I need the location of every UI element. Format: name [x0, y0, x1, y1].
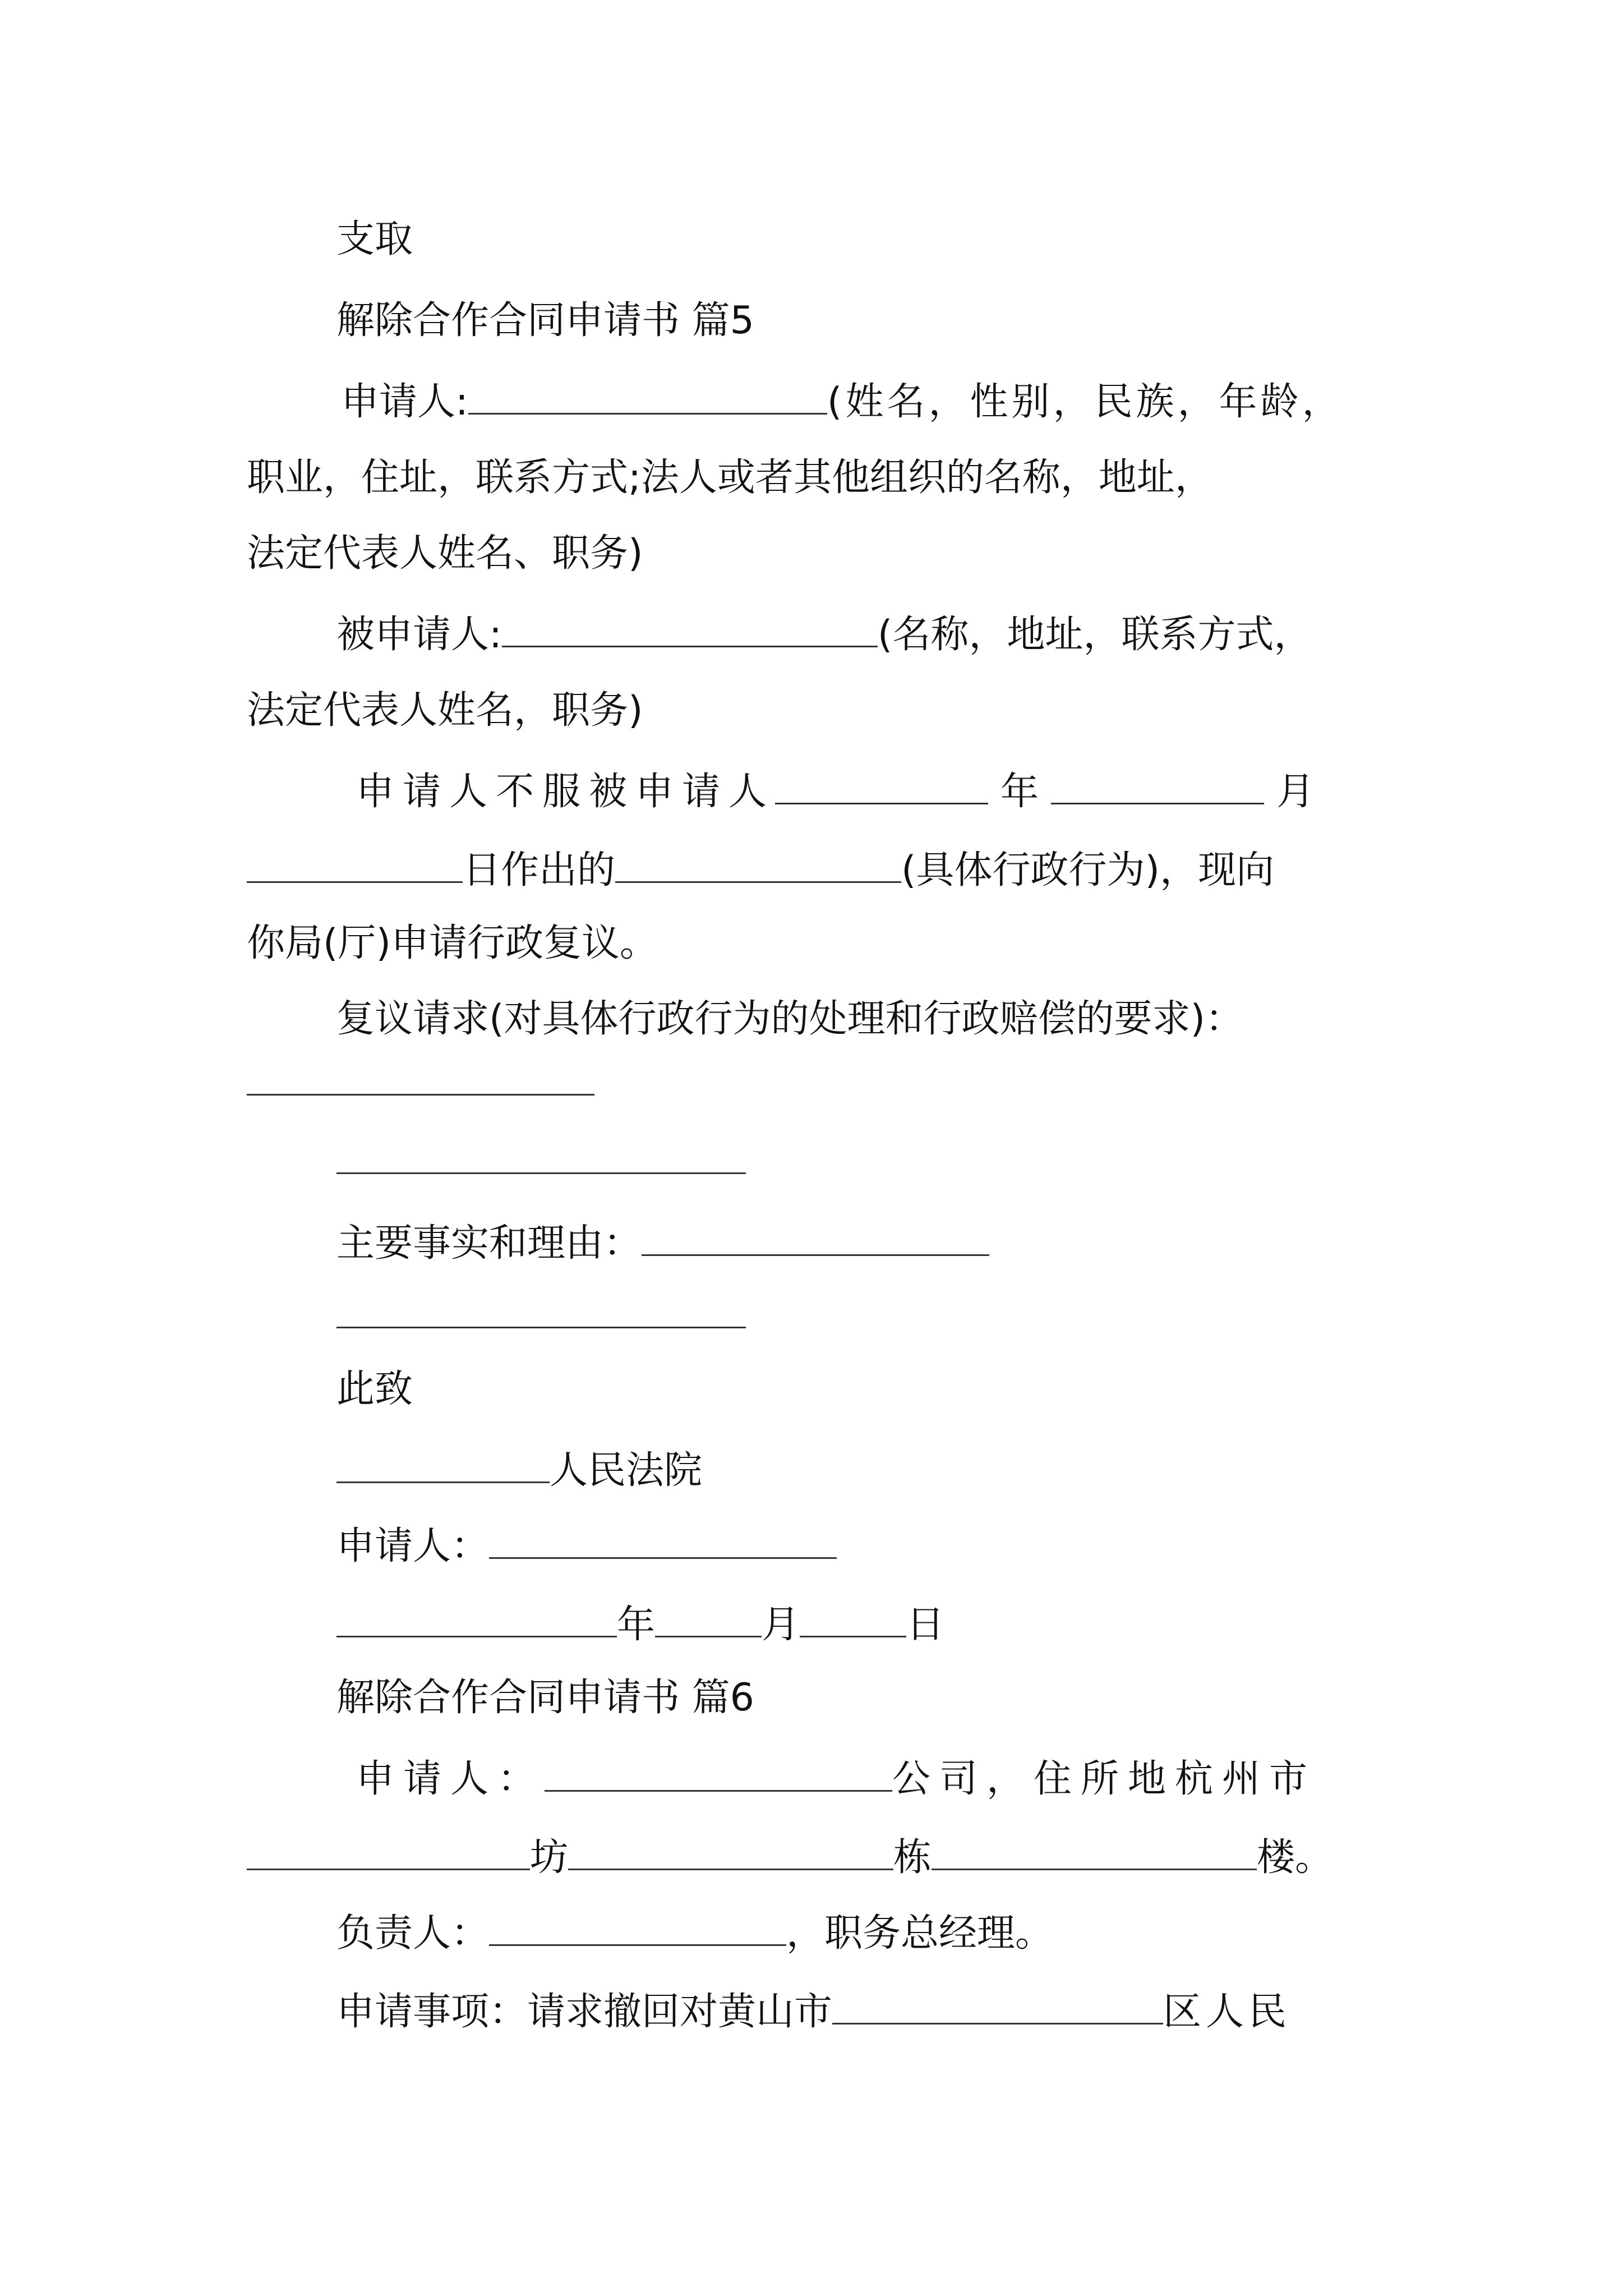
address-blank-1[interactable]	[247, 1832, 530, 1870]
respondent-blank[interactable]	[502, 609, 878, 647]
date-month-blank[interactable]	[655, 1599, 762, 1637]
date-day-blank[interactable]	[800, 1599, 906, 1637]
section5-title: 解除合作合同申请书 篇5	[336, 298, 754, 343]
salutation: 此致	[336, 1367, 413, 1411]
section6-applicant-line	[356, 1753, 1316, 1800]
address-fang: 坊	[530, 1835, 569, 1880]
decision-year: 年	[1000, 770, 1039, 814]
request-blank-2[interactable]	[336, 1172, 746, 1174]
facts-blank[interactable]	[642, 1217, 989, 1256]
decision-day-made: 日作出的	[463, 848, 616, 892]
applicant-label: 申请人:	[341, 380, 468, 424]
matter-prefix: 申请事项：请求撤回对黄山市	[336, 1990, 833, 2034]
court-label: 人民法院	[550, 1448, 703, 1493]
decision-month: 月	[1276, 770, 1315, 814]
facts-blank-2[interactable]	[336, 1327, 746, 1328]
date-year: 年	[617, 1603, 656, 1647]
request-label: 复议请求(对具体行政行为的处理和行政赔偿的要求)：	[336, 997, 1244, 1041]
matter-line	[336, 1986, 1291, 2033]
decision-act-blank[interactable]	[615, 844, 901, 883]
applicant-sign-label: 申请人：	[336, 1524, 490, 1568]
heading-top: 支取	[336, 217, 413, 261]
applicant-note-2: 职业，住址，联系方式;法人或者其他组织的名称，地址，	[247, 455, 1213, 500]
respondent-note-1: (名称，地址，联系方式，	[877, 613, 1312, 657]
request-blank-1[interactable]	[247, 1094, 594, 1096]
section5-applicant-line	[341, 376, 1343, 423]
responsible-line	[336, 1907, 1053, 1954]
responsible-blank[interactable]	[489, 1907, 786, 1946]
court-blank[interactable]	[336, 1444, 550, 1483]
matter-suffix: 区人民	[1163, 1990, 1292, 2034]
applicant-sign-blank[interactable]	[489, 1520, 837, 1559]
responsible-label: 负责人：	[336, 1911, 490, 1955]
s6-applicant-label: 申请人：	[356, 1757, 545, 1801]
date-day: 日	[906, 1603, 945, 1647]
section6-address-line	[247, 1832, 1333, 1879]
decision-day-blank[interactable]	[247, 844, 463, 883]
decision-line-2	[247, 844, 1274, 891]
matter-blank[interactable]	[832, 1986, 1163, 2024]
date-month: 月	[762, 1603, 800, 1647]
applicant-sign-line	[336, 1520, 837, 1567]
decision-year-blank[interactable]	[775, 766, 988, 804]
decision-line-3: 你局(厅)申请行政复议。	[247, 921, 658, 965]
applicant-note-3: 法定代表人姓名、职务)	[247, 531, 643, 576]
section6-title: 解除合作合同申请书 篇6	[336, 1676, 754, 1720]
respondent-note-2: 法定代表人姓名，职务)	[247, 688, 643, 733]
respondent-label: 被申请人:	[336, 613, 502, 657]
s6-applicant-company: 公司，住所地杭州市	[892, 1757, 1317, 1801]
date-year-blank[interactable]	[336, 1599, 617, 1637]
section5-respondent-line	[336, 609, 1312, 656]
facts-label: 主要事实和理由：	[336, 1221, 642, 1266]
address-blank-3[interactable]	[932, 1832, 1257, 1870]
s6-applicant-blank[interactable]	[545, 1753, 892, 1792]
responsible-suffix: ，职务总经理。	[786, 1911, 1054, 1955]
decision-line-1	[356, 766, 1315, 813]
date-line	[336, 1599, 944, 1646]
decision-prefix: 申请人不服被申请人	[356, 770, 776, 814]
applicant-note-1: (姓名，性别，民族，年龄，	[827, 380, 1344, 424]
address-lou: 楼。	[1257, 1835, 1334, 1880]
court-line	[336, 1444, 702, 1492]
address-dong: 栋	[893, 1835, 932, 1880]
address-blank-2[interactable]	[568, 1832, 893, 1870]
decision-suffix: (具体行政行为)，现向	[901, 848, 1275, 892]
applicant-blank[interactable]	[468, 376, 827, 415]
decision-month-blank[interactable]	[1051, 766, 1264, 804]
facts-line	[336, 1217, 989, 1264]
